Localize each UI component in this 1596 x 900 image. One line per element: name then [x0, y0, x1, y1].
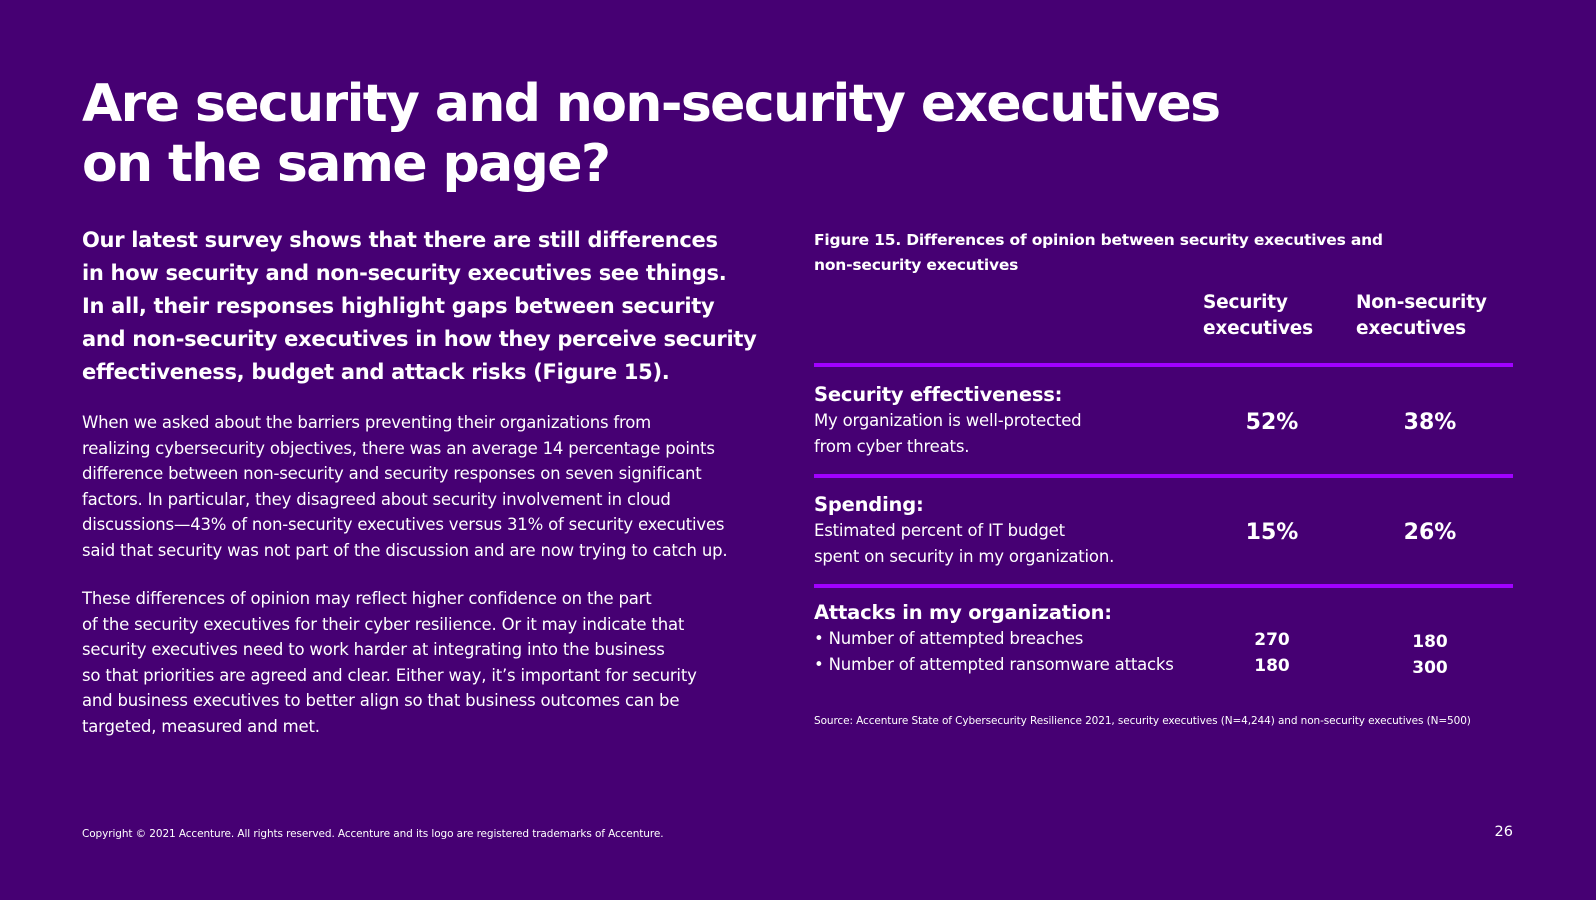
body-paragraph-barriers [82, 410, 782, 563]
figure-caption-line: non-security executives [814, 255, 1019, 274]
page-title [82, 74, 1382, 194]
page-title-line: on the same page? [82, 134, 610, 194]
lead-line: Our latest survey shows that there are still differences [82, 228, 718, 252]
row-bullet-breaches: • Number of attempted breaches [814, 629, 1084, 648]
row-description-spending [814, 518, 1114, 570]
table-divider [814, 584, 1513, 588]
value-spending-security: 15% [1245, 520, 1299, 545]
figure-caption [814, 228, 1514, 277]
body-line: of the security executives for their cyber resilience. Or it may indicate that [82, 614, 685, 634]
body-line: discussions—43% of non-security executives versus 31% of security executives [82, 515, 725, 534]
body-line: security executives need to work harder at integrating into the business [82, 640, 665, 659]
body-line: factors. In particular, they disagreed about security involvement in cloud [82, 489, 671, 509]
lead-line: effectiveness, budget and attack risks (Figure 15). [82, 360, 670, 384]
lead-line: in how security and non-security executives see things. [82, 261, 727, 285]
column-header-line: Security [1203, 292, 1288, 313]
body-line: These differences of opinion may reflect higher confidence on the part [82, 589, 652, 608]
row-title-spending: Spending: [814, 493, 924, 516]
body-line: and business executives to better align so that business outcomes can be [82, 691, 680, 710]
value-breaches-security: 270 [1254, 630, 1290, 650]
row-bullet-ransomware: • Number of attempted ransomware attacks [814, 655, 1174, 674]
body-line: targeted, measured and met. [82, 716, 320, 736]
page-title-line: Are security and non-security executives [82, 74, 1220, 134]
row-description-attacks [814, 626, 1174, 678]
row-description-line: Estimated percent of IT budget [814, 521, 1065, 540]
body-line: When we asked about the barriers preventing their organizations from [82, 413, 652, 432]
column-header-security [1203, 290, 1313, 341]
page-number: 26 [1494, 824, 1513, 840]
row-title-attacks: Attacks in my organization: [814, 601, 1112, 624]
row-description-line: spent on security in my organization. [814, 547, 1115, 566]
lead-line: In all, their responses highlight gaps between security [82, 294, 715, 318]
row-title-effectiveness: Security effectiveness: [814, 383, 1063, 406]
value-ransomware-nonsecurity: 300 [1412, 658, 1448, 678]
value-spending-nonsecurity: 26% [1403, 520, 1457, 545]
body-line: realizing cybersecurity objectives, there was an average 14 percentage points [82, 438, 715, 458]
figure-source-note: Source: Accenture State of Cybersecurity Resilience 2021, security executives (N=4,244) and non-security executives (N=500) [814, 715, 1471, 727]
figure-caption-line: Figure 15. Differences of opinion between security executives and [814, 231, 1383, 249]
copyright-notice: Copyright © 2021 Accenture. All rights reserved. Accenture and its logo are registered trademarks of Accenture. [82, 828, 664, 840]
row-description-line: from cyber threats. [814, 437, 970, 456]
body-line: so that priorities are agreed and clear. Either way, it’s important for security [82, 665, 697, 685]
value-effectiveness-security: 52% [1245, 410, 1299, 435]
column-header-nonsecurity [1356, 290, 1487, 341]
lead-paragraph [82, 224, 782, 389]
column-header-line: Non-security [1356, 292, 1487, 313]
value-effectiveness-nonsecurity: 38% [1403, 410, 1457, 435]
lead-line: and non-security executives in how they perceive security [82, 327, 757, 351]
column-header-line: executives [1203, 317, 1313, 339]
value-breaches-nonsecurity: 180 [1412, 632, 1448, 652]
body-line: said that security was not part of the discussion and are now trying to catch up. [82, 540, 728, 560]
table-divider [814, 474, 1513, 478]
body-line: difference between non-security and security responses on seven significant [82, 464, 702, 483]
table-divider [814, 363, 1513, 367]
row-description-effectiveness [814, 408, 1081, 460]
row-description-line: My organization is well-protected [814, 411, 1082, 430]
value-ransomware-security: 180 [1254, 656, 1290, 676]
body-paragraph-differences [82, 586, 782, 739]
column-header-line: executives [1356, 317, 1466, 339]
